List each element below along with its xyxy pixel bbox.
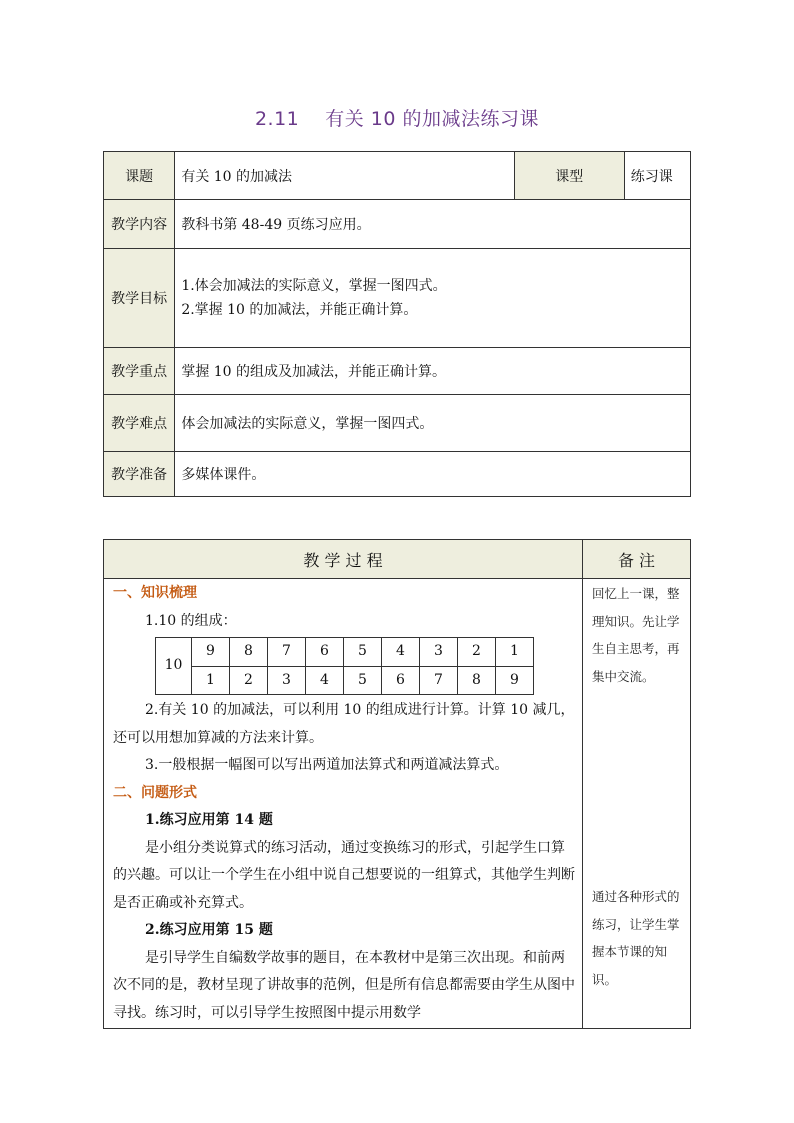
section-1-item-2: 2.有关 10 的加减法，可以利用 10 的组成进行计算。计算 10 减几，还可以用想加算减的方法来计算。 [113,702,575,746]
goal-value [175,249,691,348]
composition-cell: 7 [420,666,458,695]
section-2-subtitle-1: 1.练习应用第 14 题 [145,812,273,828]
note-header: 备 注 [583,540,691,579]
difficulty-value: 体会加减法的实际意义，掌握一图四式。 [175,395,691,452]
composition-cell: 2 [458,638,496,667]
composition-cell: 8 [458,666,496,695]
section-2-paragraph-2: 是引导学生自编数学故事的题目，在本教材中是第三次出现。和前两次不同的是，教材呈现了讲故事的范例，但是所有信息都需要由学生从图中寻找。练习时，可以引导学生按照图中提示用数学 [113,949,575,1021]
section-2-paragraph-1: 是小组分类说算式的练习活动，通过变换练习的形式，引起学生口算的兴趣。可以让一个学生在小组中说自己想要说的一组算式，其他学生判断是否正确或补充算式。 [113,839,575,911]
note-1: 回忆上一课，整理知识。先让学生自主思考，再集中交流。 [592,586,680,684]
composition-cell: 1 [496,638,534,667]
composition-cell: 9 [496,666,534,695]
lesson-info-table [103,151,691,497]
type-label: 课型 [514,152,624,200]
note-2: 通过各种形式的练习，让学生掌握本节课的知识。 [592,889,680,987]
section-2-subtitle-2: 2.练习应用第 15 题 [145,922,273,938]
composition-cell: 1 [192,666,230,695]
topic-label: 课题 [104,152,175,200]
composition-total: 10 [156,638,192,695]
lesson-title: 有关 10 的加减法练习课 [325,108,540,130]
composition-cell: 6 [382,666,420,695]
composition-cell: 8 [230,638,268,667]
topic-value: 有关 10 的加减法 [175,152,514,200]
composition-cell: 7 [268,638,306,667]
composition-cell: 9 [192,638,230,667]
key-value: 掌握 10 的组成及加减法，并能正确计算。 [175,348,691,395]
process-header: 教 学 过 程 [104,540,583,579]
goal-line-2: 2.掌握 10 的加减法，并能正确计算。 [181,302,418,318]
type-value: 练习课 [624,152,690,200]
prep-label: 教学准备 [104,452,175,497]
composition-cell: 6 [306,638,344,667]
composition-cell: 3 [420,638,458,667]
key-label: 教学重点 [104,348,175,395]
section-1-item-3: 3.一般根据一幅图可以写出两道加法算式和两道减法算式。 [145,757,509,773]
note-body [583,579,691,1029]
section-2-title: 二、问题形式 [113,784,197,801]
content-value: 教科书第 48-49 页练习应用。 [175,200,691,249]
page-title [0,104,794,131]
composition-cell: 5 [344,666,382,695]
prep-value: 多媒体课件。 [175,452,691,497]
composition-cell: 4 [382,638,420,667]
composition-cell: 4 [306,666,344,695]
goal-label: 教学目标 [104,249,175,348]
lesson-number: 2.11 [254,108,300,130]
process-body [104,579,583,1029]
composition-table [155,637,534,695]
composition-cell: 5 [344,638,382,667]
difficulty-label: 教学难点 [104,395,175,452]
section-1-item-1: 1.10 的组成： [145,612,237,629]
composition-cell: 3 [268,666,306,695]
composition-cell: 2 [230,666,268,695]
teaching-process-table [103,539,691,1029]
content-label: 教学内容 [104,200,175,249]
goal-line-1: 1.体会加减法的实际意义，掌握一图四式。 [181,278,447,294]
section-1-title: 一、知识梳理 [113,585,197,601]
